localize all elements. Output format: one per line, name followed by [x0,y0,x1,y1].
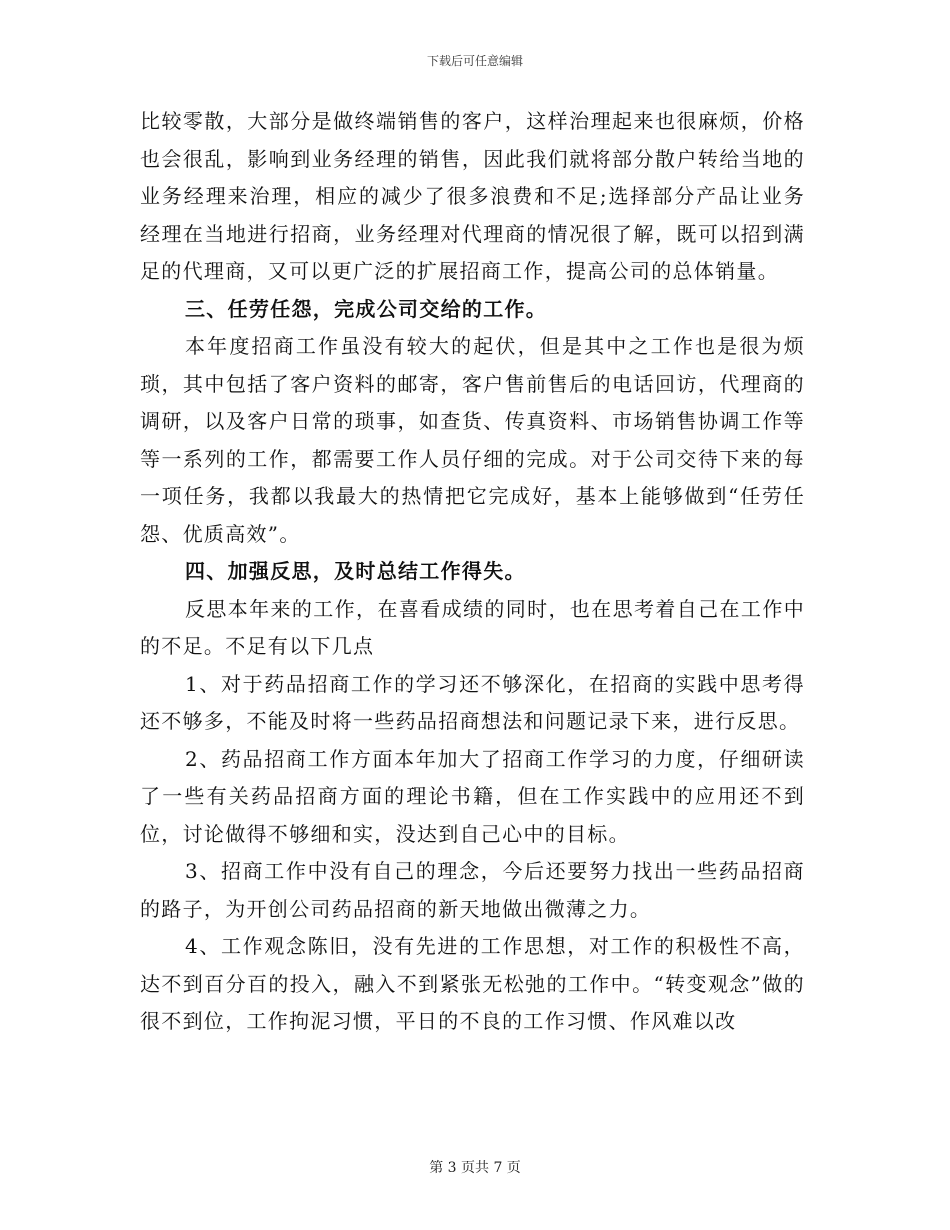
list-item-3: 3、招商工作中没有自己的理念，今后还要努力找出一些药品招商的路子，为开创公司药品招商的新天地做出微薄之力。 [140,859,805,921]
page-header: 下载后可任意编辑 [426,54,523,68]
paragraph-reflection-intro: 反思本年来的工作，在喜看成绩的同时，也在思考着自己在工作中的不足。不足有以下几点 [140,596,805,658]
section-heading-3: 三、任劳任怨，完成公司交给的工作。 [185,296,548,321]
list-item-2: 2、药品招商工作方面本年加大了招商工作学习的力度，仔细研读了一些有关药品招商方面的理论书籍，但在工作实践中的应用还不到位，讨论做得不够细和实，没达到自己心中的目标。 [140,746,805,846]
document-body [140,103,805,1041]
list-item-4: 4、工作观念陈旧，没有先进的工作思想，对工作的积极性不高，达不到百分百的投入，融入不到紧张无松弛的工作中。“转变观念”做的很不到位，工作拘泥习惯，平日的不良的工作习惯、作风难以改 [140,934,805,1033]
paragraph-section-3: 本年度招商工作虽没有较大的起伏，但是其中之工作也是很为烦琐，其中包括了客户资料的邮寄，客户售前售后的电话回访，代理商的调研，以及客户日常的琐事，如查货、传真资料、市场销售协调工作等等一系列的工作，都需要工作人员仔细的完成。对于公司交待下来的每一项任务，我都以我最大的热情把它完成好，基本上能够做到“任劳任怨、优质高效”。 [140,334,805,546]
paragraph-continuation: 比较零散，大部分是做终端销售的客户，这样治理起来也很麻烦，价格也会很乱，影响到业务经理的销售，因此我们就将部分散户转给当地的业务经理来治理，相应的减少了很多浪费和不足;选择部分产品让业务经理在当地进行招商，业务经理对代理商的情况很了解，既可以招到满足的代理商，又可以更广泛的扩展招商工作，提高公司的总体销量。 [140,109,805,283]
list-item-1: 1、对于药品招商工作的学习还不够深化，在招商的实践中思考得还不够多，不能及时将一些药品招商想法和问题记录下来，进行反思。 [140,671,805,733]
page-footer: 第 3 页共 7 页 [429,1160,521,1176]
section-heading-4: 四、加强反思，及时总结工作得失。 [185,559,526,583]
